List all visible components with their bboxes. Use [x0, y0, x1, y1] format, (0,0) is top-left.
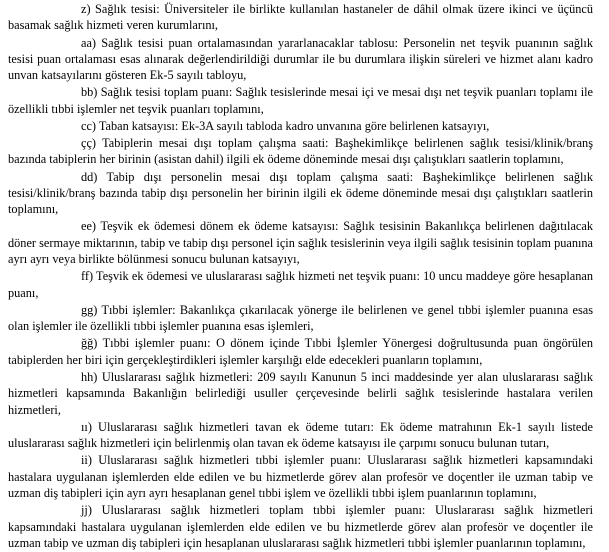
- definition-ii-tibbi-islemler-puani: ii) Uluslararası sağlık hizmetleri tıbbi işlemler puanı: Uluslararası sağlık hizmetleri kapsamındaki hastalara uygulanan işlemlerden elde edilen ve bu hizmetlerde görev alan profesör ve doçentler ile uzman tabip ve uzman diş tabipleri için ayrı ayrı hesaplanan genel tıbbi işlem ve özellikli tıbbi işlem puanlarının toplamını,: [8, 453, 593, 501]
- definition-dd-tabip-disi-mesai-disi-saat: dd) Tabip dışı personelin mesai dışı toplam çalışma saati: Başhekimlikçe belirlenen sağlık tesisi/klinik/branş bazında tabip dışı personelin her birinin ilgili ek ödeme döneminde mesai dışı çalıştıkları saatlerin toplamını,: [8, 169, 593, 217]
- definition-ii-dotless-tavan-ek-odeme-tutari: ıı) Uluslararası sağlık hizmetleri tavan ek ödeme tutarı: Ek ödeme matrahının Ek-1 sayılı listede uluslararası sağlık hizmetleri için belirlenmiş olan tavan ek ödeme katsayısı ile çarpımı sonucu bulunan tutarı,: [8, 419, 593, 451]
- definition-gg-breve-tibbi-islemler-puani: ğğ) Tıbbi işlemler puanı: O dönem içinde Tıbbi İşlemler Yönergesi doğrultusunda puan öngörülen tabiplerden her biri için gerçekleştirdikleri işlemler karşılığı elde edecekleri puanların toplamını,: [8, 336, 593, 367]
- definition-ff-net-tesvik-puani: ff) Teşvik ek ödemesi ve uluslararası sağlık hizmeti net teşvik puanı: 10 uncu maddeye göre hesaplanan puanı,: [8, 269, 593, 300]
- definition-z-saglik-tesisi: z) Sağlık tesisi: Üniversiteler ile birlikte kullanılan hastaneler de dâhil olmak üzere ikinci ve üçüncü basamak sağlık hizmeti veren kurumlarını,: [8, 2, 593, 33]
- regulation-definitions-text: [8, 1, 593, 552]
- definition-jj-toplam-tibbi-islemler-puani: jj) Uluslararası sağlık hizmetleri toplam tıbbi işlemler puanı: Uluslararası sağlık hizmetleri kapsamındaki hastalara uygulanan işlemlerden elde edilen ve bu hizmetlerde görev alan profesör ve doçentler ile uzman tabip ve uzman diş tabipleri için hesaplanan uluslararası sağlık hizmetleri tıbbi işlemler puanlarının toplamını,: [8, 503, 593, 550]
- definition-aa-puan-ortalamasi-tablosu: aa) Sağlık tesisi puan ortalamasından yararlanacaklar tablosu: Personelin net teşvik puanının sağlık tesisi puan ortalaması esas alınarak değerlendirildiği durumlar ile bu durumlara ilişkin süreleri ve hizmet alanı kadro unvan katsayılarını gösteren Ek-5 sayılı tabloyu,: [8, 35, 593, 83]
- definition-gg-tibbi-islemler: gg) Tıbbi işlemler: Bakanlıkça çıkarılacak yönerge ile belirlenen ve genel tıbbi işlemler puanına esas olan işlemler ile özellikli tıbbi işlemler puanına esas işlemleri,: [8, 302, 593, 334]
- definition-hh-uluslararasi-saglik-hizmetleri: hh) Uluslararası sağlık hizmetleri: 209 sayılı Kanunun 5 inci maddesinde yer alan uluslararası sağlık hizmetleri kapsamında Bakanlığın belirlediği usuller çerçevesinde belirli sağlık tesislerinde hastalara verilen hizmetleri,: [8, 369, 593, 417]
- definition-cc-taban-katsayisi: cc) Taban katsayısı: Ek-3A sayılı tabloda kadro unvanına göre belirlenen katsayıyı,: [81, 118, 490, 133]
- definition-ee-donem-ek-odeme-katsayisi: ee) Teşvik ek ödemesi dönem ek ödeme katsayısı: Sağlık tesisinin Bakanlıkça belirlenen dağıtılacak döner sermaye miktarının, tabip ve tabip dışı personel için sağlık tesislerinin veya ilgili sağlık tesisinin toplam puanına ayrı ayrı veya birlikte bölünmesi sonucu bulunan katsayıyı,: [8, 219, 593, 267]
- definition-bb-saglik-tesisi-toplam-puani: bb) Sağlık tesisi toplam puanı: Sağlık tesislerinde mesai içi ve mesai dışı net teşvik puanları toplamı ile özellikli tıbbi işlemler net teşvik puanları toplamını,: [8, 85, 593, 116]
- definition-cc-cedilla-tabip-mesai-disi-saat: çç) Tabiplerin mesai dışı toplam çalışma saati: Başhekimlikçe belirlenen sağlık tesisi/klinik/branş bazında tabiplerin her birinin (asistan dahil) ilgili ek ödeme döneminde mesai dışı çalıştıkları saatlerin toplamını,: [8, 136, 593, 167]
